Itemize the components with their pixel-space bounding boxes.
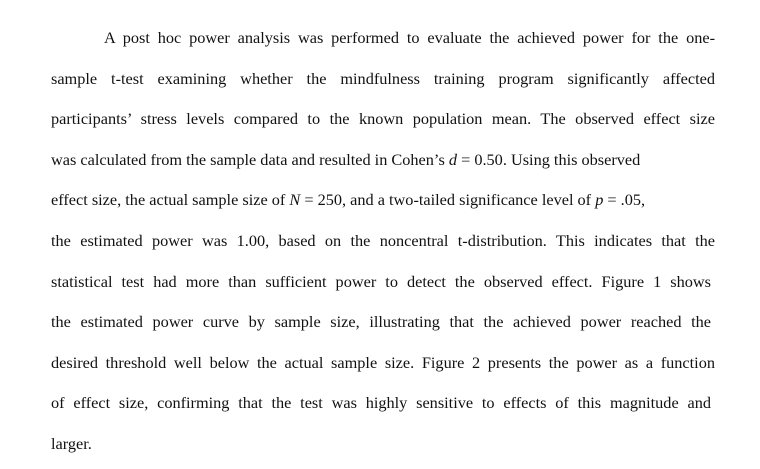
paragraph-line-11: larger.: [51, 433, 92, 453]
line-5-text-b: = 250, and a two-tailed significance level of: [300, 190, 596, 210]
paragraph-line-3: participants’ stress levels compared to the known population mean. The observed effect size: [51, 109, 715, 129]
sample-size-symbol: N: [289, 190, 301, 210]
body-paragraph: [51, 18, 731, 465]
paragraph-line-1: A post hoc power analysis was performed to evaluate the achieved power for the one-: [104, 28, 715, 47]
p-value-symbol: p: [595, 190, 604, 210]
paragraph-line-7: statistical test had more than sufficient power to detect the observed effect. Figure 1 shows: [51, 271, 711, 291]
paragraph-line-5: [51, 180, 731, 221]
paragraph-line-4: [51, 140, 731, 181]
paragraph-line-2: sample t-test examining whether the mindfulness training program significantly affected: [51, 68, 715, 88]
paragraph-line-8: the estimated power curve by sample size, illustrating that the achieved power reached the: [51, 312, 711, 332]
paragraph-line-10: of effect size, confirming that the test was highly sensitive to effects of this magnitude and: [51, 393, 711, 413]
cohens-d-symbol: d: [448, 149, 457, 169]
paragraph-line-6: the estimated power was 1.00, based on the noncentral t-distribution. This indicates that the: [51, 230, 715, 250]
paragraph-line-9: desired threshold well below the actual sample size. Figure 2 presents the power as a function: [51, 352, 715, 372]
line-5-text-c: = .05,: [603, 190, 646, 210]
line-4-text-b: = 0.50. Using this observed: [457, 149, 641, 169]
line-4-text-a: was calculated from the sample data and resulted in Cohen’s: [51, 149, 449, 169]
line-5-text-a: effect size, the actual sample size of: [51, 190, 290, 210]
